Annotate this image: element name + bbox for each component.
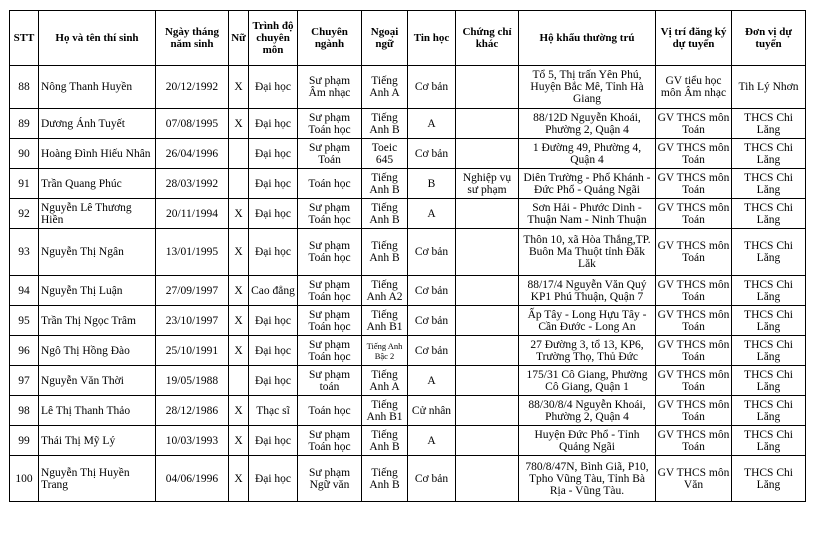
cell-foreign-language: Tiếng Anh B [362, 426, 408, 456]
cell-position: GV THCS môn Văn [656, 456, 732, 502]
cell-unit: THCS Chi Lăng [732, 366, 806, 396]
candidate-table-sheet [9, 10, 806, 502]
cell-residence: 88/12D Nguyễn Khoái, Phường 2, Quận 4 [519, 109, 656, 139]
cell-major: Sư phạm Toán học [298, 109, 362, 139]
table-row [10, 199, 806, 229]
header-stt: STT [10, 11, 39, 66]
cell-position: GV THCS môn Toán [656, 109, 732, 139]
cell-female: X [229, 336, 249, 366]
cell-unit: THCS Chi Lăng [732, 276, 806, 306]
cell-major: Sư phạm Toán học [298, 426, 362, 456]
cell-unit: THCS Chi Lăng [732, 456, 806, 502]
cell-level: Đại học [249, 426, 298, 456]
cell-unit: THCS Chi Lăng [732, 229, 806, 276]
cell-level: Đại học [249, 229, 298, 276]
cell-residence: 27 Đường 3, tổ 13, KP6, Trường Thọ, Thủ Đức [519, 336, 656, 366]
cell-female: X [229, 306, 249, 336]
cell-it: A [408, 366, 456, 396]
header-level: Trình độ chuyên môn [249, 11, 298, 66]
cell-it: Cơ bản [408, 276, 456, 306]
cell-residence: Diên Trường - Phổ Khánh - Đức Phổ - Quảng Ngãi [519, 169, 656, 199]
cell-foreign-language: Tiếng Anh A2 [362, 276, 408, 306]
cell-stt: 97 [10, 366, 39, 396]
cell-dob: 04/06/1996 [156, 456, 229, 502]
cell-female [229, 169, 249, 199]
cell-unit: Tih Lý Nhơn [732, 66, 806, 109]
table-row [10, 169, 806, 199]
cell-unit: THCS Chi Lăng [732, 109, 806, 139]
cell-residence: Thôn 10, xã Hòa Thắng,TP. Buôn Ma Thuột tỉnh Đăk Lăk [519, 229, 656, 276]
cell-position: GV THCS môn Toán [656, 306, 732, 336]
cell-foreign-language: Tiếng Anh A [362, 366, 408, 396]
header-dob: Ngày tháng năm sinh [156, 11, 229, 66]
cell-major: Sư phạm Toán học [298, 199, 362, 229]
cell-foreign-language: Tiếng Anh B1 [362, 396, 408, 426]
cell-foreign-language: Tiếng Anh B [362, 169, 408, 199]
cell-residence: Ấp Tây - Long Hựu Tây - Cần Đước - Long An [519, 306, 656, 336]
cell-major: Sư phạm Âm nhạc [298, 66, 362, 109]
cell-female: X [229, 229, 249, 276]
table-row [10, 336, 806, 366]
table-row [10, 109, 806, 139]
cell-female [229, 139, 249, 169]
cell-position: GV THCS môn Toán [656, 276, 732, 306]
cell-residence: 780/8/47N, Bình Giã, P10, Tpho Vũng Tàu, Tỉnh Bà Rịa - Vũng Tàu. [519, 456, 656, 502]
cell-name: Trần Thị Ngọc Trâm [39, 306, 156, 336]
cell-major: Sư phạm Toán học [298, 276, 362, 306]
candidate-table [9, 10, 806, 502]
cell-position: GV THCS môn Toán [656, 229, 732, 276]
cell-dob: 20/12/1992 [156, 66, 229, 109]
header-female: Nữ [229, 11, 249, 66]
cell-residence: 1 Đường 49, Phường 4, Quận 4 [519, 139, 656, 169]
cell-major: Sư phạm Toán học [298, 229, 362, 276]
cell-stt: 98 [10, 396, 39, 426]
cell-foreign-language: Tiếng Anh B1 [362, 306, 408, 336]
cell-position: GV tiểu học môn Âm nhạc [656, 66, 732, 109]
cell-female: X [229, 426, 249, 456]
header-other-cert: Chứng chỉ khác [456, 11, 519, 66]
cell-position: GV THCS môn Toán [656, 426, 732, 456]
cell-name: Dương Ánh Tuyết [39, 109, 156, 139]
cell-unit: THCS Chi Lăng [732, 169, 806, 199]
cell-stt: 89 [10, 109, 39, 139]
cell-stt: 100 [10, 456, 39, 502]
cell-other-cert [456, 336, 519, 366]
cell-it: Cơ bản [408, 306, 456, 336]
cell-level: Đại học [249, 366, 298, 396]
table-row [10, 306, 806, 336]
cell-foreign-language: Tiếng Anh B [362, 109, 408, 139]
table-row [10, 456, 806, 502]
cell-position: GV THCS môn Toán [656, 336, 732, 366]
cell-level: Thạc sĩ [249, 396, 298, 426]
cell-name: Nguyễn Thị Ngân [39, 229, 156, 276]
cell-it: B [408, 169, 456, 199]
cell-major: Sư phạm Toán [298, 139, 362, 169]
cell-level: Đại học [249, 66, 298, 109]
cell-it: Cơ bản [408, 456, 456, 502]
header-it: Tin học [408, 11, 456, 66]
cell-other-cert [456, 139, 519, 169]
cell-stt: 92 [10, 199, 39, 229]
cell-it: Cử nhân [408, 396, 456, 426]
table-row [10, 276, 806, 306]
table-row [10, 366, 806, 396]
cell-position: GV THCS môn Toán [656, 366, 732, 396]
header-position: Vị trí đăng ký dự tuyển [656, 11, 732, 66]
cell-residence: 175/31 Cô Giang, Phường Cô Giang, Quận 1 [519, 366, 656, 396]
cell-other-cert: Nghiệp vụ sư phạm [456, 169, 519, 199]
cell-major: Toán học [298, 169, 362, 199]
header-name: Họ và tên thí sinh [39, 11, 156, 66]
cell-major: Sư phạm toán [298, 366, 362, 396]
cell-level: Đại học [249, 456, 298, 502]
cell-stt: 93 [10, 229, 39, 276]
cell-major: Sư phạm Ngữ văn [298, 456, 362, 502]
cell-other-cert [456, 199, 519, 229]
cell-it: Cơ bản [408, 229, 456, 276]
cell-it: A [408, 426, 456, 456]
cell-unit: THCS Chi Lăng [732, 396, 806, 426]
cell-dob: 07/08/1995 [156, 109, 229, 139]
cell-name: Nguyễn Lê Thương Hiền [39, 199, 156, 229]
cell-name: Nguyễn Thị Huyền Trang [39, 456, 156, 502]
cell-stt: 88 [10, 66, 39, 109]
cell-unit: THCS Chi Lăng [732, 426, 806, 456]
cell-residence: 88/17/4 Nguyễn Văn Quý KP1 Phú Thuận, Quận 7 [519, 276, 656, 306]
cell-level: Đại học [249, 336, 298, 366]
cell-position: GV THCS môn Toán [656, 199, 732, 229]
header-foreign-language: Ngoại ngữ [362, 11, 408, 66]
cell-major: Toán học [298, 396, 362, 426]
cell-other-cert [456, 396, 519, 426]
cell-name: Hoàng Đình Hiếu Nhân [39, 139, 156, 169]
cell-foreign-language: Tiếng Anh B [362, 199, 408, 229]
cell-dob: 28/12/1986 [156, 396, 229, 426]
cell-position: GV THCS môn Toán [656, 169, 732, 199]
cell-other-cert [456, 276, 519, 306]
cell-residence: Huyện Đức Phổ - Tỉnh Quảng Ngãi [519, 426, 656, 456]
cell-it: A [408, 199, 456, 229]
cell-dob: 20/11/1994 [156, 199, 229, 229]
cell-other-cert [456, 366, 519, 396]
cell-dob: 19/05/1988 [156, 366, 229, 396]
table-row [10, 426, 806, 456]
cell-position: GV THCS môn Toán [656, 139, 732, 169]
cell-name: Nông Thanh Huyền [39, 66, 156, 109]
cell-level: Đại học [249, 306, 298, 336]
cell-other-cert [456, 66, 519, 109]
cell-dob: 10/03/1993 [156, 426, 229, 456]
cell-it: Cơ bản [408, 66, 456, 109]
cell-female: X [229, 456, 249, 502]
cell-female: X [229, 109, 249, 139]
cell-name: Nguyễn Thị Luận [39, 276, 156, 306]
cell-stt: 90 [10, 139, 39, 169]
cell-residence: Tổ 5, Thị trấn Yên Phú, Huyện Bắc Mê, Tỉnh Hà Giang [519, 66, 656, 109]
header-unit: Đơn vị dự tuyển [732, 11, 806, 66]
cell-unit: THCS Chi Lăng [732, 306, 806, 336]
cell-level: Đại học [249, 169, 298, 199]
cell-it: A [408, 109, 456, 139]
cell-residence: 88/30/8/4 Nguyễn Khoái, Phường 2, Quận 4 [519, 396, 656, 426]
cell-other-cert [456, 456, 519, 502]
table-row [10, 66, 806, 109]
cell-name: Lê Thị Thanh Thảo [39, 396, 156, 426]
cell-stt: 94 [10, 276, 39, 306]
cell-female: X [229, 199, 249, 229]
cell-dob: 27/09/1997 [156, 276, 229, 306]
cell-it: Cơ bản [408, 139, 456, 169]
cell-unit: THCS Chi Lăng [732, 199, 806, 229]
cell-dob: 13/01/1995 [156, 229, 229, 276]
cell-residence: Sơn Hải - Phước Dinh - Thuận Nam - Ninh Thuận [519, 199, 656, 229]
cell-stt: 96 [10, 336, 39, 366]
cell-name: Trần Quang Phúc [39, 169, 156, 199]
cell-other-cert [456, 229, 519, 276]
cell-foreign-language: Tiếng Anh B [362, 229, 408, 276]
cell-stt: 91 [10, 169, 39, 199]
cell-female: X [229, 66, 249, 109]
table-row [10, 396, 806, 426]
cell-foreign-language: Tiếng Anh A [362, 66, 408, 109]
cell-female [229, 366, 249, 396]
cell-level: Đại học [249, 139, 298, 169]
cell-level: Cao đẳng [249, 276, 298, 306]
cell-dob: 28/03/1992 [156, 169, 229, 199]
cell-other-cert [456, 306, 519, 336]
cell-stt: 95 [10, 306, 39, 336]
cell-name: Thái Thị Mỹ Lý [39, 426, 156, 456]
cell-it: Cơ bản [408, 336, 456, 366]
cell-other-cert [456, 109, 519, 139]
cell-level: Đại học [249, 199, 298, 229]
cell-other-cert [456, 426, 519, 456]
cell-foreign-language: Tiếng Anh Bậc 2 [362, 336, 408, 366]
cell-name: Nguyễn Văn Thời [39, 366, 156, 396]
cell-dob: 26/04/1996 [156, 139, 229, 169]
cell-unit: THCS Chi Lăng [732, 336, 806, 366]
table-row [10, 139, 806, 169]
cell-female: X [229, 396, 249, 426]
cell-female: X [229, 276, 249, 306]
cell-dob: 25/10/1991 [156, 336, 229, 366]
cell-level: Đại học [249, 109, 298, 139]
header-major: Chuyên ngành [298, 11, 362, 66]
cell-name: Ngô Thị Hồng Đào [39, 336, 156, 366]
cell-position: GV THCS môn Toán [656, 396, 732, 426]
table-body [10, 66, 806, 502]
cell-unit: THCS Chi Lăng [732, 139, 806, 169]
cell-major: Sư phạm Toán học [298, 336, 362, 366]
table-row [10, 229, 806, 276]
header-residence: Hộ khẩu thường trú [519, 11, 656, 66]
header-row [10, 11, 806, 66]
cell-stt: 99 [10, 426, 39, 456]
cell-dob: 23/10/1997 [156, 306, 229, 336]
cell-major: Sư phạm Toán học [298, 306, 362, 336]
cell-foreign-language: Toeic 645 [362, 139, 408, 169]
cell-foreign-language: Tiếng Anh B [362, 456, 408, 502]
